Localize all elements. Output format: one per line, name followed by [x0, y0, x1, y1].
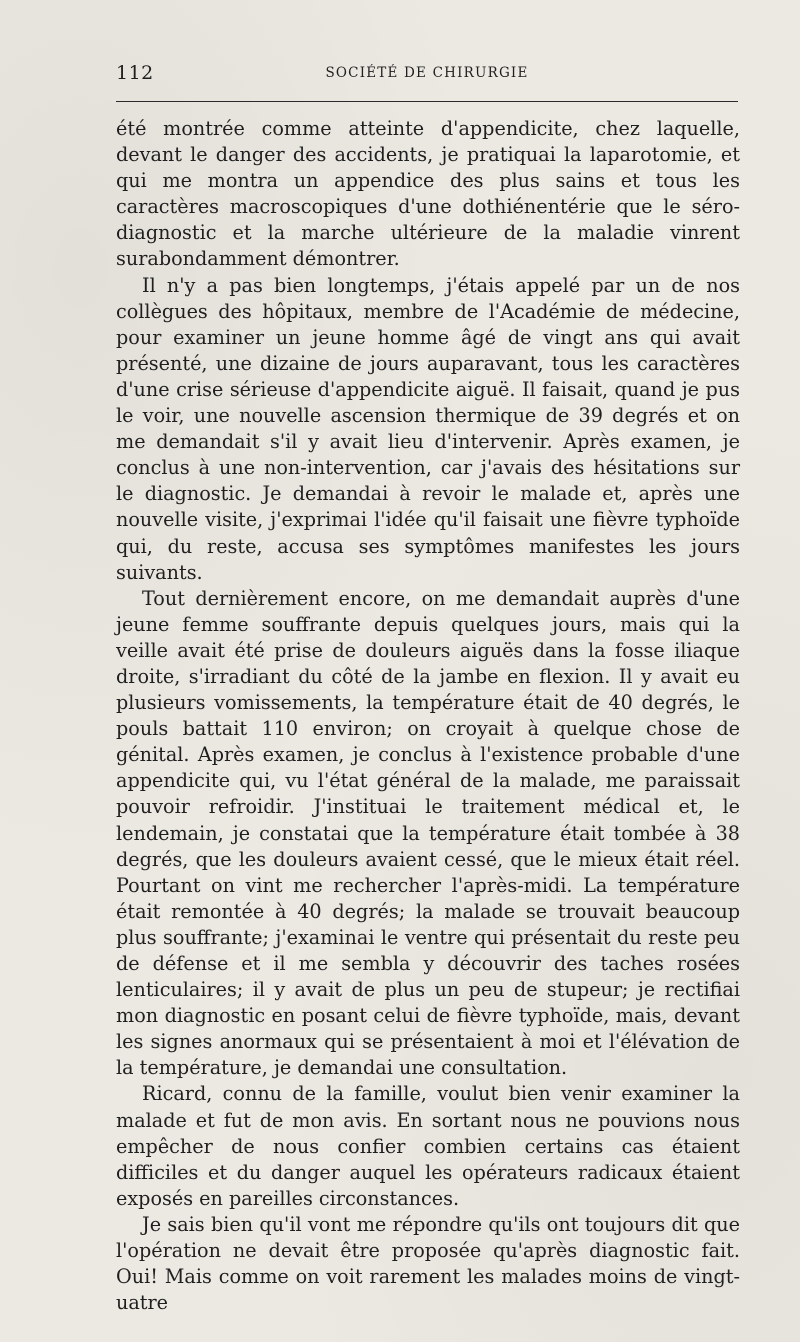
- paragraph: Il n'y a pas bien longtemps, j'étais appelé par un de nos collègues des hôpitaux, membre de l'Académie de médecine, pour examiner un jeune homme âgé de vingt ans qui avait présenté, une dizaine de jours auparavant, tous les caractères d'une crise sérieuse d'appendicite aiguë. Il faisait, quand je pus le voir, une nouvelle ascension thermique de 39 degrés et on me demandait s'il y avait lieu d'intervenir. Après examen, je conclus à une non-intervention, car j'avais des hésitations sur le diagnostic. Je demandai à revoir le malade et, après une nouvelle visite, j'exprimai l'idée qu'il faisait une fièvre typhoïde qui, du reste, accusa ses symptômes manifestes les jours suivants.: [116, 273, 740, 584]
- header-divider: [116, 101, 738, 102]
- page-number: 112: [116, 62, 154, 84]
- paragraph: Je sais bien qu'il vont me répondre qu'ils ont toujours dit que l'opération ne devait être proposée qu'après diagnostic fait. Oui! Mais comme on voit rarement les malades moins de vingt-uatre: [116, 1212, 740, 1315]
- paragraph-continued: été montrée comme atteinte d'appendicite, chez laquelle, devant le danger des accidents, je pratiquai la laparotomie, et qui me montra un appendice des plus sains et tous les caractères macroscopiques d'une dothiénentérie que le séro-diagnostic et la marche ultérieure de la maladie vinrent surabondamment démontrer.: [116, 117, 740, 271]
- paragraph: Tout dernièrement encore, on me demandait auprès d'une jeune femme souffrante depuis quelques jours, mais qui la veille avait été prise de douleurs aiguës dans la fosse iliaque droite, s'irradiant du côté de la jambe en flexion. Il y avait eu plusieurs vomissements, la température était de 40 degrés, le pouls battait 110 environ; on croyait à quelque chose de génital. Après examen, je conclus à l'existence probable d'une appendicite qui, vu l'état général de la malade, me paraissait pouvoir refroidir. J'instituai le traitement médical et, le lendemain, je constatai que la température était tombée à 38 degrés, que les douleurs avaient cessé, que le mieux était réel. Pourtant on vint me rechercher l'après-midi. La température était remontée à 40 degrés; la malade se trouvait beaucoup plus souffrante; j'examinai le ventre qui présentait du reste peu de défense et il me sembla y découvrir des taches rosées lenticulaires; il y avait de plus un peu de stupeur; je rectifiai mon diagnostic en posant celui de fièvre typhoïde, mais, devant les signes anormaux qui se présentaient à moi et l'élévation de la température, je demandai une consultation.: [116, 586, 740, 1080]
- body-text: [116, 116, 740, 1316]
- paragraph: Ricard, connu de la famille, voulut bien venir examiner la malade et fut de mon avis. En sortant nous ne pouvions nous empêcher de nous confier combien certains cas étaient difficiles et du danger auquel les opérateurs radicaux étaient exposés en pareilles circonstances.: [116, 1082, 740, 1210]
- journal-title: SOCIÉTÉ DE CHIRURGIE: [325, 65, 529, 81]
- running-head: [116, 62, 738, 88]
